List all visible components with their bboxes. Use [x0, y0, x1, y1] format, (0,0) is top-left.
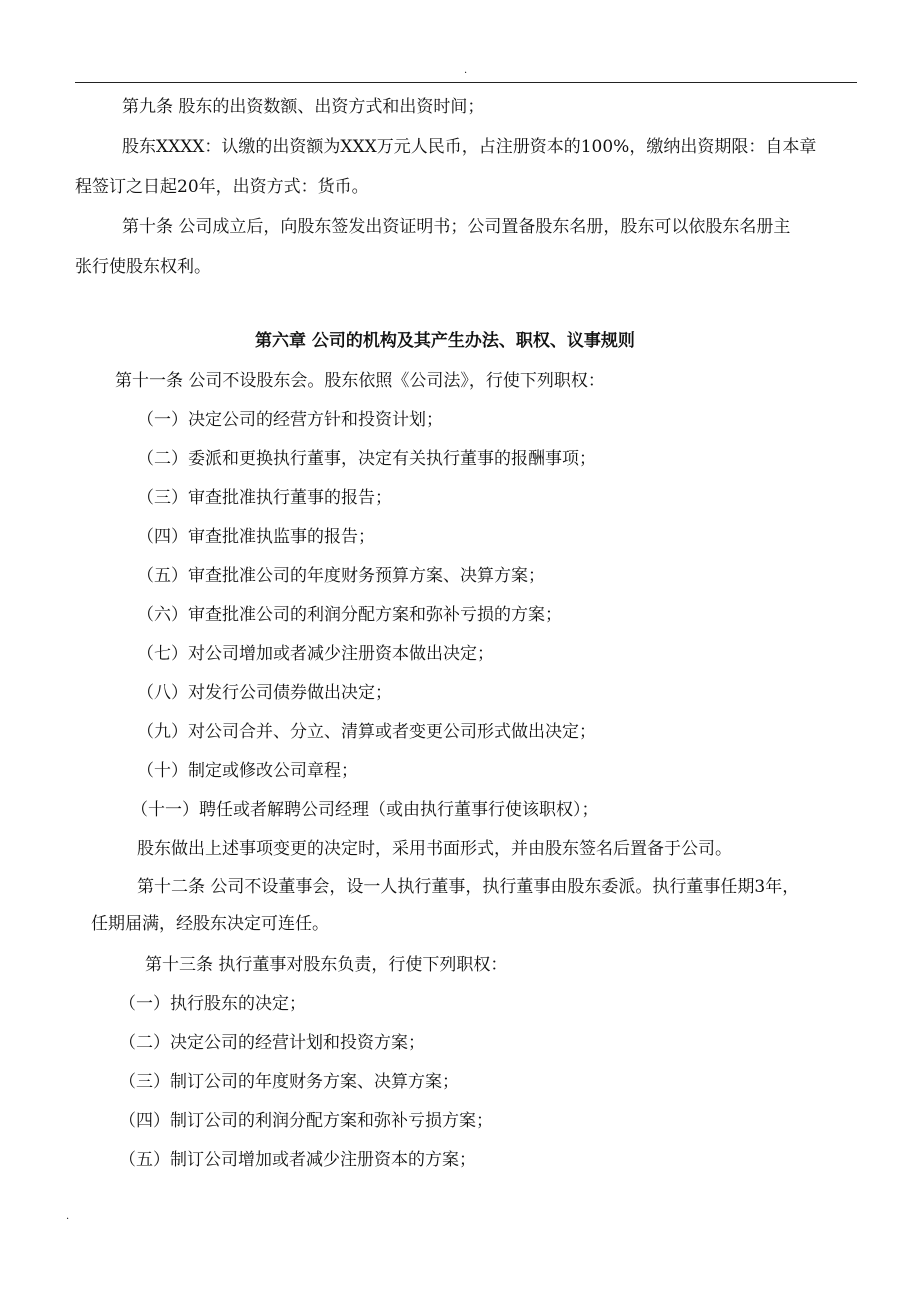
article-11: 第十一条 公司不设股东会。股东依照《公司法》，行使下列职权：: [115, 371, 605, 391]
article-11-item-6: （六）审查批准公司的利润分配方案和弥补亏损的方案；: [137, 605, 562, 625]
article-9: 第九条 股东的出资数额、出资方式和出资时间；: [122, 97, 485, 117]
article-11-item-4: （四）审查批准执监事的报告；: [137, 527, 375, 547]
article-11-item-1: （一）决定公司的经营方针和投资计划；: [137, 410, 443, 430]
shareholder-contribution-line2: 程签订之日起20年，出资方式：货币。: [75, 177, 369, 197]
article-13-item-1: （一）执行股东的决定；: [119, 994, 306, 1014]
article-12-line1: 第十二条 公司不设董事会，设一人执行董事，执行董事由股东委派。执行董事任期3年，: [137, 877, 800, 897]
shareholder-decision-note: 股东做出上述事项变更的决定时，采用书面形式，并由股东签名后置备于公司。: [137, 839, 732, 859]
article-13: 第十三条 执行董事对股东负责，行使下列职权：: [145, 955, 508, 975]
article-11-item-2: （二）委派和更换执行董事，决定有关执行董事的报酬事项；: [137, 449, 596, 469]
article-13-item-5: （五）制订公司增加或者减少注册资本的方案；: [119, 1150, 476, 1170]
article-13-item-2: （二）决定公司的经营计划和投资方案；: [119, 1033, 425, 1053]
shareholder-contribution-line1: 股东XXXX：认缴的出资额为XXX万元人民币，占注册资本的100%，缴纳出资期限：自本章: [122, 137, 817, 157]
footer-mark: .: [66, 1211, 70, 1222]
article-11-item-9: （九）对公司合并、分立、清算或者变更公司形式做出决定；: [137, 722, 596, 742]
article-13-item-4: （四）制订公司的利润分配方案和弥补亏损方案；: [119, 1111, 493, 1131]
article-13-item-3: （三）制订公司的年度财务方案、决算方案；: [119, 1072, 459, 1092]
header-mark: .: [464, 65, 468, 76]
article-10-line1: 第十条 公司成立后，向股东签发出资证明书；公司置备股东名册，股东可以依股东名册主: [122, 217, 791, 237]
article-11-item-5: （五）审查批准公司的年度财务预算方案、决算方案；: [137, 566, 545, 586]
article-11-item-11: （十一）聘任或者解聘公司经理（或由执行董事行使该职权）；: [131, 800, 599, 820]
header-rule: [75, 82, 857, 83]
article-12-line2: 任期届满，经股东决定可连任。: [91, 914, 329, 934]
article-11-item-8: （八）对发行公司债券做出决定；: [137, 683, 392, 703]
article-11-item-10: （十）制定或修改公司章程；: [137, 761, 358, 781]
article-11-item-3: （三）审查批准执行董事的报告；: [137, 488, 392, 508]
chapter-6-heading: 第六章 公司的机构及其产生办法、职权、议事规则: [255, 331, 635, 351]
article-10-line2: 张行使股东权利。: [75, 257, 211, 277]
article-11-item-7: （七）对公司增加或者减少注册资本做出决定；: [137, 644, 494, 664]
